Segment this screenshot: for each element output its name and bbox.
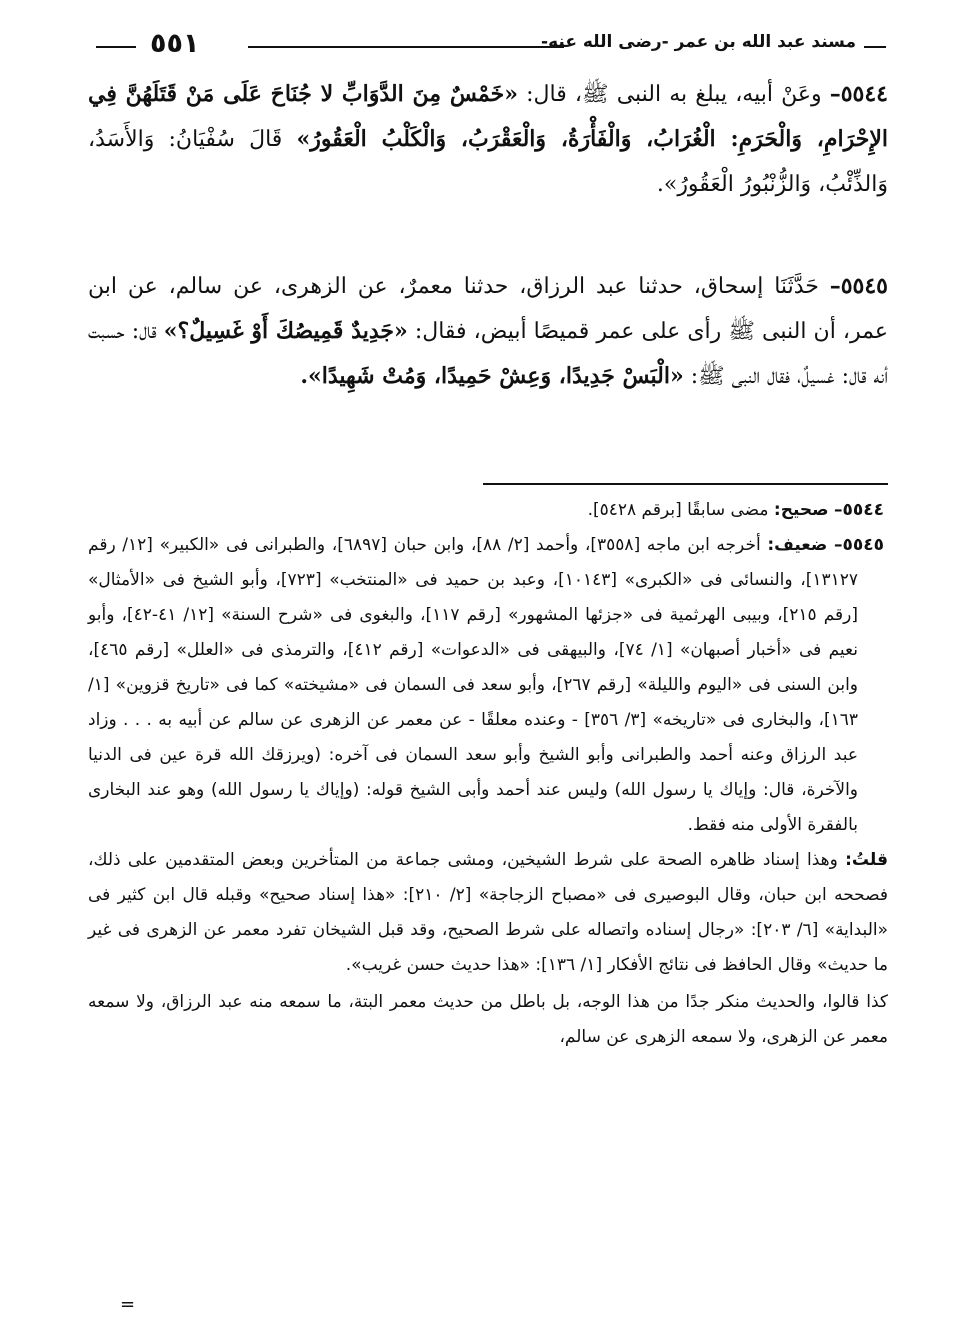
- hadith-intro: وعَنْ أبيه، يبلغ به النبى ﷺ، قال:: [526, 82, 822, 107]
- hadith-isnad: حَدَّثَنَا إسحاق، حدثنا عبد الرزاق، حدثنا معمرٌ، عن الزهرى، عن سالم، عن ابن عمر، أن النبى ﷺ رأى على عمر قميصًا أبيض، فقال:: [88, 274, 888, 344]
- hadith-number: ٥٥٤٥–: [829, 273, 888, 299]
- footnote-text: مضى سابقًا [برقم ٥٤٢٨].: [587, 500, 769, 520]
- hadith-quote-1: «جَدِيدٌ قَمِيصُكَ أَوْ غَسِيلٌ؟»: [163, 318, 408, 344]
- header-title: مسند عبد الله بن عمر -رضى الله عنه-: [541, 32, 856, 52]
- footnote-grade: ضعيف:: [767, 535, 828, 555]
- hadith-tail: قَالَ سُفْيَانُ: وَالأَسَدُ، وَالذِّئْبُ، وَالزُّنْبُورُ الْعَقُورُ».: [88, 127, 888, 197]
- hadith-middle: قال: حسبت أنه قال: غسيلٌ، فقال النبى ﷺ:: [88, 319, 888, 389]
- header-rule: [248, 46, 564, 48]
- footnote-qultu: [88, 843, 888, 983]
- hadith-5544: [88, 72, 888, 207]
- footnote-separator: [483, 483, 888, 485]
- hadith-5545: [88, 264, 888, 399]
- continuation-mark: =: [120, 1294, 136, 1315]
- footnote-text: أخرجه ابن ماجه [٣٥٥٨]، وأحمد [٢/ ٨٨]، وابن حبان [٦٨٩٧]، والطبرانى فى «الكبير» [١٢/ رقم ١٣١٢٧]، والنسائى فى «الكبرى» [١٠١٤٣]، وعبد بن حميد فى «المنتخب» [٧٢٣]، وأبو الشيخ فى «الأمثال» [رقم ٢١٥]، وبيبى الهرثمية فى «جزئها المشهور» [رقم ١١٧]، والبغوى فى «شرح السنة» [١٢/ ٤١-٤٢]، وأبو نعيم فى «أخبار أصبهان» [١/ ٧٤]، والبيهقى فى «الدعوات» [رقم ٤١٢]، والترمذى فى «العلل» [رقم ٤٦٥]، وابن السنى فى «اليوم والليلة» [رقم ٢٦٧]، وأبو سعد فى السمان فى «مشيخته» كما فى «تاريخ قزوين» [١/ ١٦٣]، والبخارى فى «تاريخه» [٣/ ٣٥٦] - وعنده معلقًا - عن معمر عن الزهرى عن سالم عن أبيه به . . . وزاد عبد الرزاق وعنه أحمد والطبرانى وأبو الشيخ وأبو سعد السمان فى آخره: (ويرزقك الله قرة عين فى الدنيا والآخرة، قال: وإياك يا رسول الله) وليس عند أحمد وأبى الشيخ قوله: (وإياك يا رسول الله) وهو عند البخارى بالفقرة الأولى منه فقط.: [88, 535, 859, 835]
- hadith-quote-2: «الْبَسْ جَدِيدًا، وَعِشْ حَمِيدًا، وَمُتْ شَهِيدًا».: [300, 363, 684, 389]
- footnote-grade: صحيح:: [773, 500, 829, 520]
- footnote-number: ٥٥٤٥–: [834, 535, 885, 555]
- hadith-quote: «خَمْسٌ مِنَ الدَّوَابِّ لا جُنَاحَ عَلَى مَنْ قَتَلَهُنَّ فِي الإِحْرَامِ، وَالْحَرَمِ: الْغُرَابُ، وَالْفَأْرَةُ، وَالْعَقْرَبُ، وَالْكَلْبُ الْعَقُورُ»: [88, 81, 889, 152]
- footnote-number: ٥٥٤٤–: [833, 500, 884, 520]
- qultu-label: قلتُ:: [845, 850, 888, 870]
- closing-text: كذا قالوا، والحديث منكر جدًا من هذا الوجه، بل باطل من حديث معمر البتة، ما سمعه منه عبد الرزاق، ولا سمعه معمر عن الزهرى، ولا سمعه الزهرى عن سالم،: [88, 992, 888, 1047]
- qultu-text: وهذا إسناد ظاهره الصحة على شرط الشيخين، ومشى جماعة من المتأخرين وبعض المتقدمين على ذلك، فصححه ابن حبان، وقال البوصيرى فى «مصباح الزجاجة» [٢/ ٢١٠]: «هذا إسناد صحيح» وقبله قال ابن كثير فى «البداية» [٦/ ٢٠٣]: «رجال إسناده واتصاله على شرط الصحيح، وقد قبل الشيخان تفرد معمر عن الزهرى فى غير ما حديث» وقال الحافظ فى نتائج الأفكار [١/ ١٣٦]: «هذا حديث حسن غريب».: [88, 850, 889, 975]
- footnote-closing: [88, 985, 888, 1055]
- footnotes: [88, 493, 888, 1055]
- footnote-5545: [88, 528, 888, 843]
- footnote-5544: [88, 493, 888, 528]
- running-header: [96, 30, 886, 64]
- hadith-number: ٥٥٤٤–: [829, 81, 888, 107]
- header-dash-left: [96, 46, 136, 48]
- header-dash-right: [864, 46, 886, 48]
- page-number: ٥٥١: [150, 28, 200, 59]
